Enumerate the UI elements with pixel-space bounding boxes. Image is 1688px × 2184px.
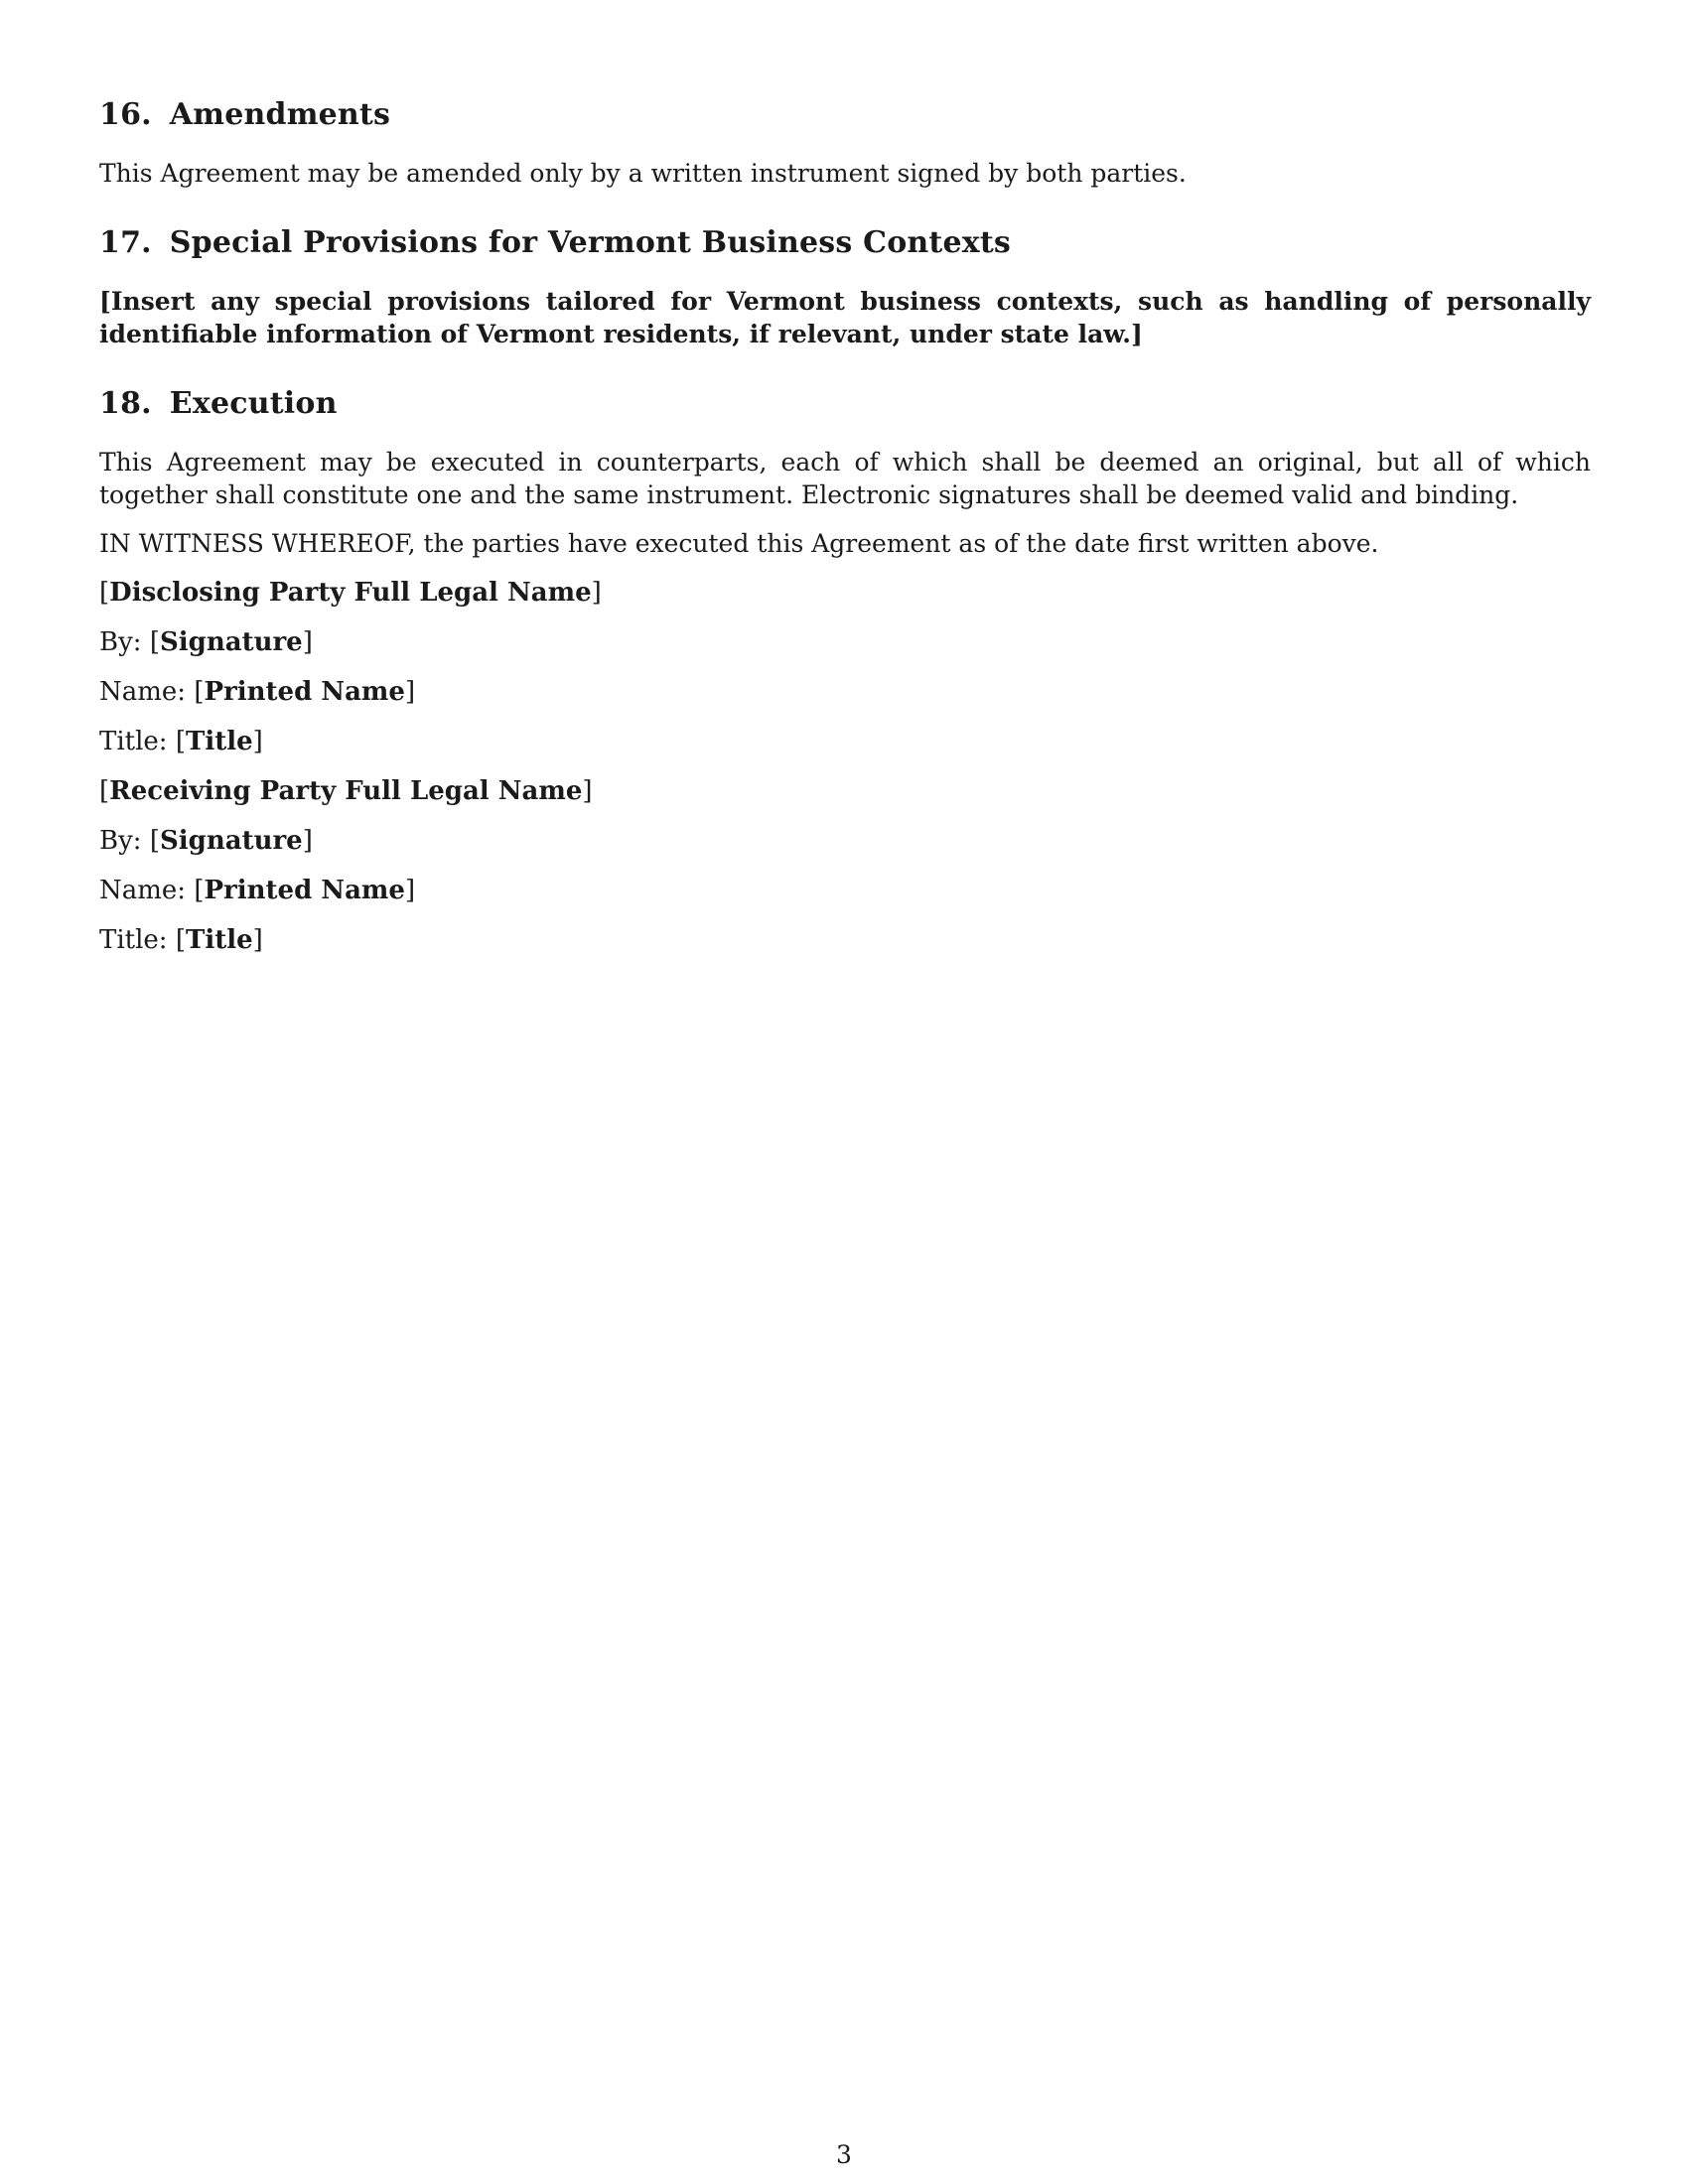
- party-name-line: [Disclosing Party Full Legal Name]: [99, 578, 602, 608]
- section-body: This Agreement may be amended only by a written instrument signed by both parties.: [99, 159, 1187, 188]
- section-body: [Insert any special provisions tailored for Vermont business contexts, such as handling of personally identifiable information of Vermont residents, if relevant, under state law.]: [99, 287, 1591, 348]
- section-title: Special Provisions for Vermont Business Contexts: [169, 225, 1012, 260]
- signature-line: By: [Signature]: [99, 627, 313, 657]
- printed-name-line: Name: [Printed Name]: [99, 677, 416, 707]
- title-line: Title: [Title]: [99, 727, 263, 756]
- title-label: Title:: [99, 925, 168, 955]
- party-name: Disclosing Party Full Legal Name: [109, 578, 592, 608]
- title-label: Title:: [99, 727, 168, 756]
- section-number: 17.: [99, 225, 152, 260]
- signature-placeholder: Signature: [159, 826, 303, 856]
- section-amendments: [99, 95, 1591, 190]
- title-placeholder: Title: [186, 727, 253, 756]
- section-number: 18.: [99, 386, 152, 421]
- signature-line: By: [Signature]: [99, 826, 313, 856]
- signature-placeholder: Signature: [159, 627, 303, 657]
- section-heading: [99, 95, 1591, 135]
- section-execution: [99, 384, 1591, 957]
- page-number: 3: [836, 2140, 852, 2169]
- signature-block-receiving: [99, 774, 1591, 957]
- section-number: 16.: [99, 97, 152, 132]
- section-heading: [99, 223, 1591, 263]
- printed-name-line: Name: [Printed Name]: [99, 876, 416, 905]
- title-line: Title: [Title]: [99, 925, 263, 955]
- printed-name-placeholder: Printed Name: [204, 876, 405, 905]
- printed-name-placeholder: Printed Name: [204, 677, 405, 707]
- section-title: Execution: [169, 386, 338, 421]
- section-title: Amendments: [169, 97, 391, 132]
- party-name-line: [Receiving Party Full Legal Name]: [99, 776, 593, 806]
- section-body: This Agreement may be executed in counterparts, each of which shall be deemed an original, but all of which together shall constitute one and the same instrument. Electronic signatures shall be deemed valid and binding.: [99, 448, 1591, 509]
- name-label: Name:: [99, 876, 187, 905]
- name-label: Name:: [99, 677, 187, 707]
- title-placeholder: Title: [186, 925, 253, 955]
- section-heading: [99, 384, 1591, 424]
- document-page: [99, 95, 1591, 991]
- signature-block-disclosing: [99, 576, 1591, 758]
- party-name: Receiving Party Full Legal Name: [109, 776, 583, 806]
- by-label: By:: [99, 627, 142, 657]
- witness-clause: IN WITNESS WHEREOF, the parties have executed this Agreement as of the date first written above.: [99, 529, 1379, 558]
- section-special-provisions: [99, 223, 1591, 350]
- by-label: By:: [99, 826, 142, 856]
